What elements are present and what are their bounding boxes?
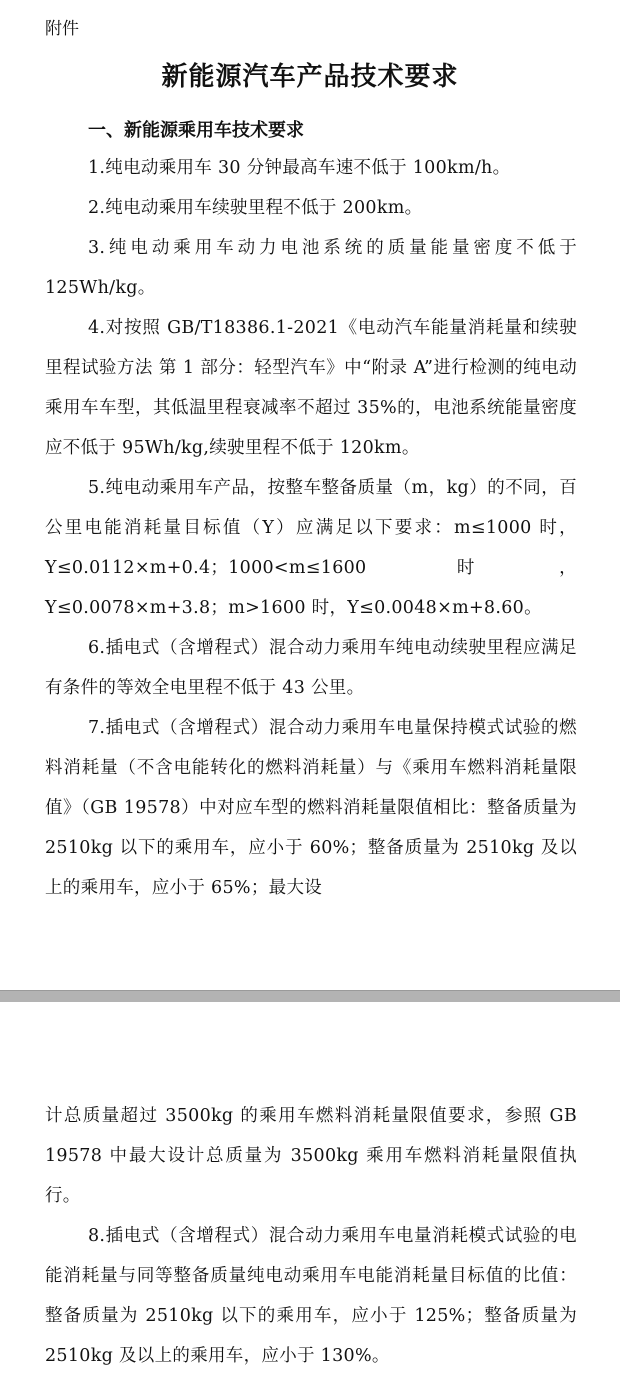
document-page-2 [0,1002,620,1382]
attachment-label: 附件 [45,19,79,39]
page1-body [45,148,577,908]
paragraph-item-5: 5.纯电动乘用车产品，按整车整备质量（m，kg）的不同，百公里电能消耗量目标值（Y）应满足以下要求：m≤1000 时，Y≤0.0112×m+0.4；1000<m≤1600 时，Y≤0.0078×m+3.8；m>1600 时，Y≤0.0048×m+8.60。 [45,478,577,618]
paragraph-item-7-continuation: 计总质量超过 3500kg 的乘用车燃料消耗量限值要求，参照 GB 19578 中最大设计总质量为 3500kg 乘用车燃料消耗量限值执行。 [45,1106,577,1206]
paragraph-item-4: 4.对按照 GB/T18386.1-2021《电动汽车能量消耗量和续驶里程试验方法 第 1 部分：轻型汽车》中“附录 A”进行检测的纯电动乘用车车型，其低温里程衰减率不超过 35%的，电池系统能量密度应不低于 95Wh/kg,续驶里程不低于 120km。 [45,318,577,458]
paragraph-item-1: 1.纯电动乘用车 30 分钟最高车速不低于 100km/h。 [88,158,511,178]
paragraph-item-7: 7.插电式（含增程式）混合动力乘用车电量保持模式试验的燃料消耗量（不含电能转化的燃料消耗量）与《乘用车燃料消耗量限值》（GB 19578）中对应车型的燃料消耗量限值相比：整备质量为 2510kg 以下的乘用车，应小于 60%；整备质量为 2510kg 及以上的乘用车，应小于 65%；最大设 [45,718,577,898]
document-title: 新能源汽车产品技术要求 [161,62,459,92]
paragraph-item-8: 8.插电式（含增程式）混合动力乘用车电量消耗模式试验的电能消耗量与同等整备质量纯电动乘用车电能消耗量目标值的比值：整备质量为 2510kg 以下的乘用车，应小于 125%；整备质量为 2510kg 及以上的乘用车，应小于 130%。 [45,1226,577,1366]
section-heading: 一、新能源乘用车技术要求 [88,120,304,141]
paragraph-item-3: 3.纯电动乘用车动力电池系统的质量能量密度不低于125Wh/kg。 [45,238,577,298]
paragraph-item-6: 6.插电式（含增程式）混合动力乘用车纯电动续驶里程应满足有条件的等效全电里程不低于 43 公里。 [45,638,577,698]
page2-body [45,1096,577,1376]
paragraph-item-2: 2.纯电动乘用车续驶里程不低于 200km。 [88,198,423,218]
